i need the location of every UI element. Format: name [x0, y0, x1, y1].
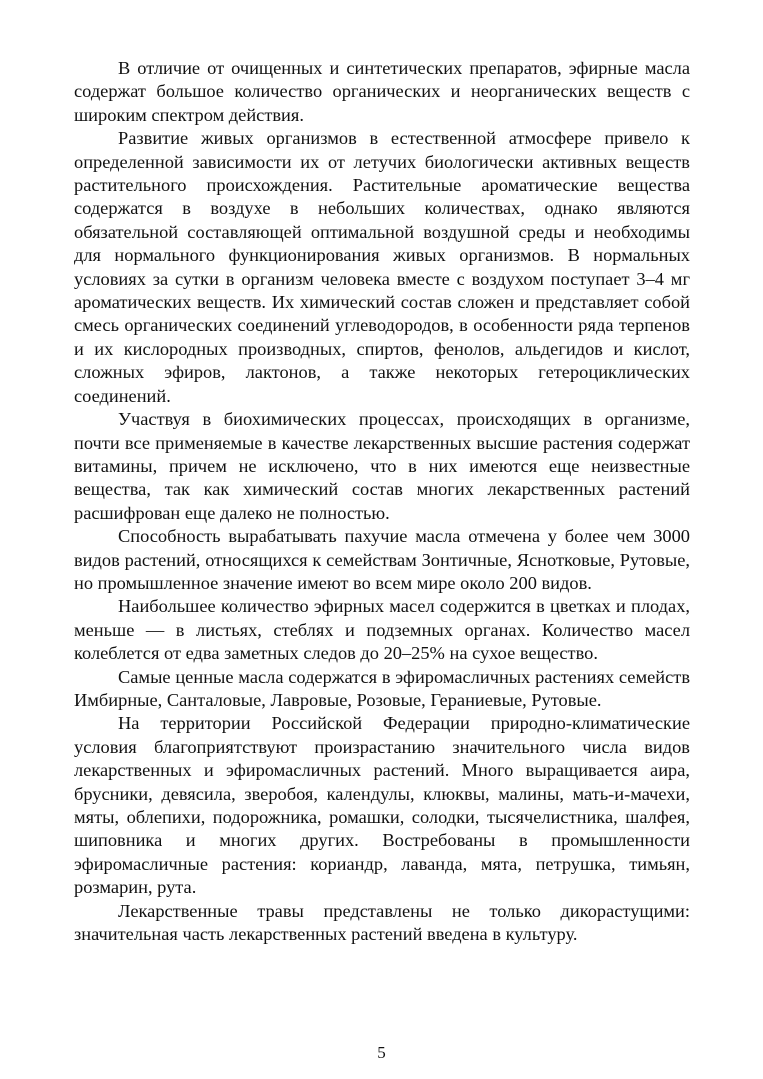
body-text: [74, 57, 690, 946]
page-number: 5: [377, 1043, 386, 1062]
paragraph: На территории Российской Федерации природно-климатические условия благоприятствуют произрастанию значительного числа видов лекарственных и эфиромасличных растений. Много выращивается аира, брусники, девясила, зверобоя, календулы, клюквы, малины, мать-и-мачехи, мяты, облепихи, подорожника, ромашки, солодки, тысячелистника, шалфея, шиповника и многих других. Востребованы в промышленности эфиромасличные растения: кориандр, лаванда, мята, петрушка, тимьян, розмарин, рута.: [74, 713, 690, 898]
paragraph: Способность вырабатывать пахучие масла отмечена у более чем 3000 видов растений, относящихся к семействам Зонтичные, Яснотковые, Рутовые, но промышленное значение имеют во всем мире около 200 видов.: [74, 526, 690, 593]
paragraph: Лекарственные травы представлены не только дикорастущими: значительная часть лекарственных растений введена в культуру.: [74, 900, 690, 945]
paragraph: Наибольшее количество эфирных масел содержится в цветках и плодах, меньше — в листьях, стеблях и подземных органах. Количество масел колеблется от едва заметных следов до 20–25% на сухое вещество.: [74, 596, 690, 664]
paragraph: Развитие живых организмов в естественной атмосфере привело к определенной зависимости их от летучих биологически активных веществ растительного происхождения. Растительные ароматические вещества содержатся в воздухе в небольших количествах, однако являются обязательной составляющей оптимальной воздушной среды и необходимы для нормального функционирования живых организмов. В нормальных условиях за сутки в организм человека вместе с воздухом поступает 3–4 мг ароматических веществ. Их химический состав сложен и представляет собой смесь органических соединений углеводородов, в особенности ряда терпенов и их кислородных производных, спиртов, фенолов, альдегидов и кислот, сложных эфиров, лактонов, а также некоторых гетероциклических соединений.: [74, 128, 690, 406]
paragraph: Самые ценные масла содержатся в эфиромасличных растениях семейств Имбирные, Санталовые, Лавровые, Розовые, Гераниевые, Рутовые.: [74, 666, 690, 710]
paragraph: Участвуя в биохимических процессах, происходящих в организме, почти все применяемые в качестве лекарственных высшие растения содержат витамины, причем не исключено, что в них имеются еще неизвестные вещества, так как химический состав многих лекарственных растений расшифрован еще далеко не полностью.: [74, 409, 690, 523]
paragraph: В отличие от очищенных и синтетических препаратов, эфирные масла содержат большое количество органических и неорганических веществ с широким спектром действия.: [74, 58, 690, 125]
